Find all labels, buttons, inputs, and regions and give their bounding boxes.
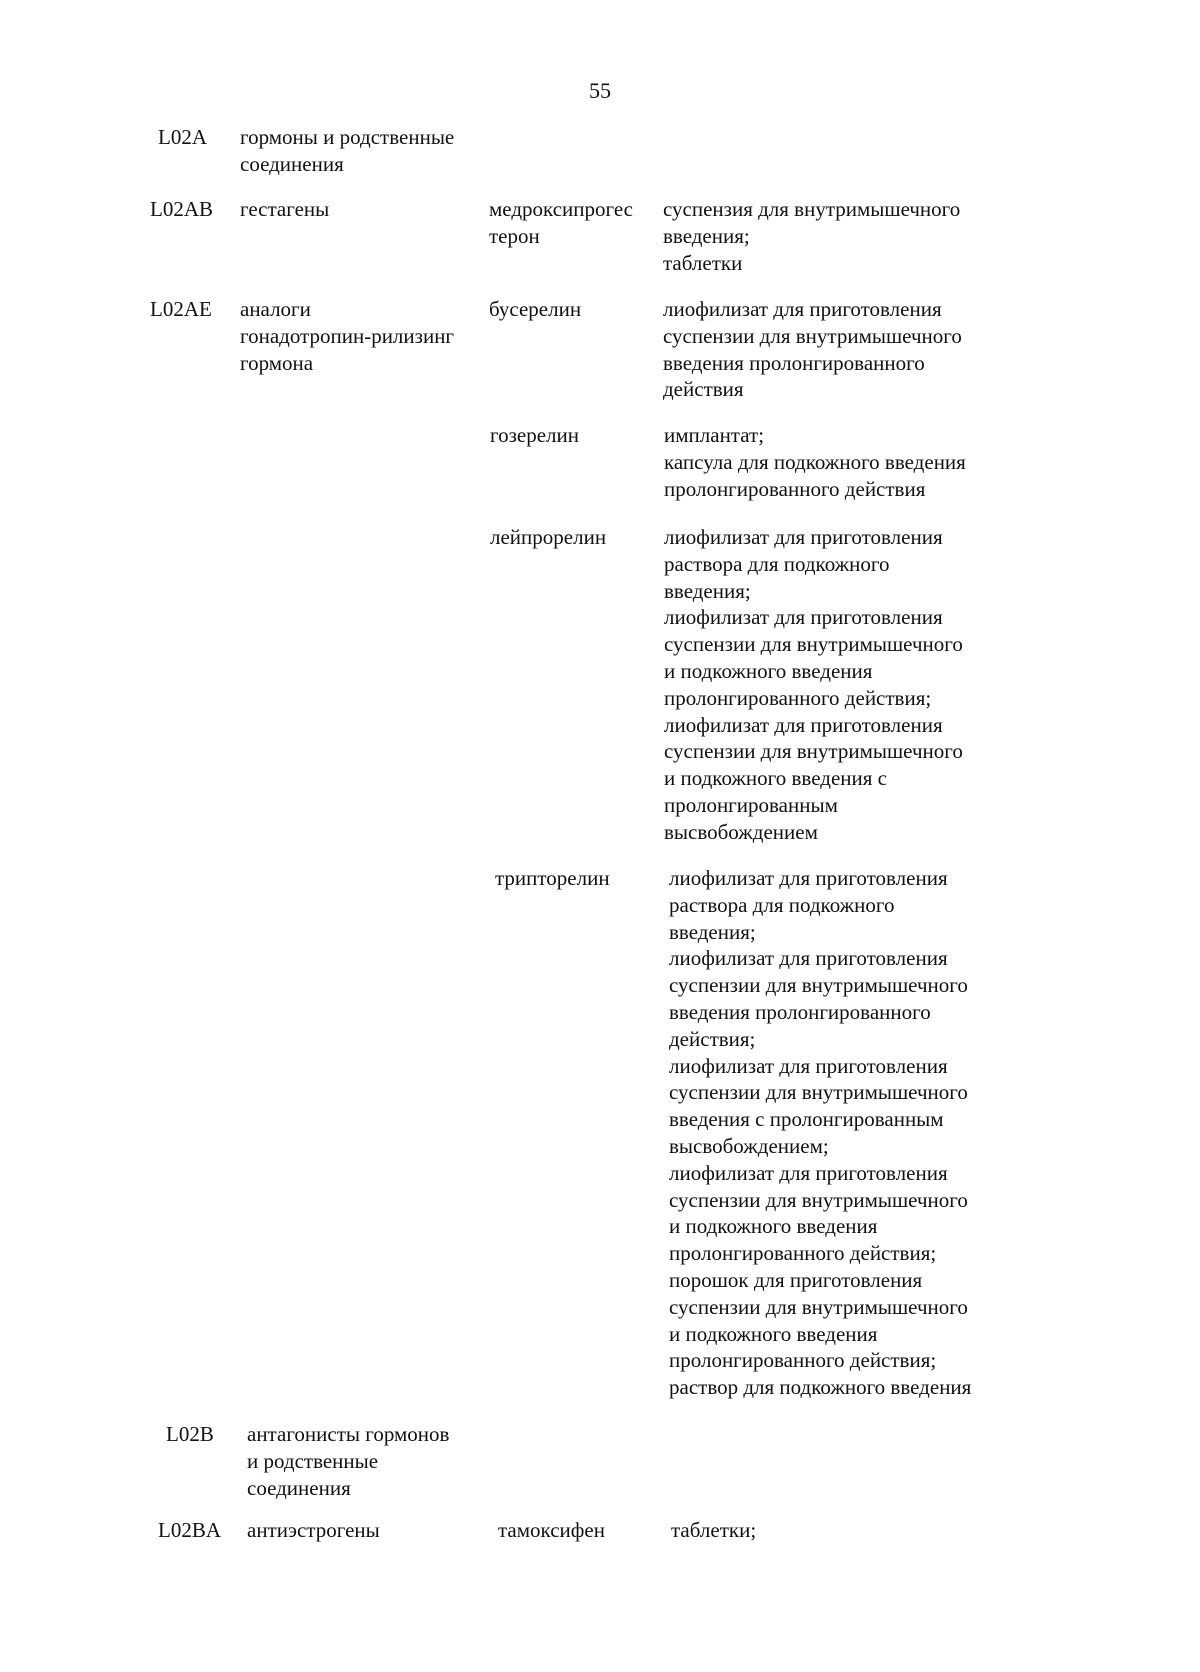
- anatomical-group: гестагены: [240, 197, 330, 221]
- dosage-form: таблетки;: [671, 1518, 757, 1542]
- atc-code: L02AB: [150, 197, 213, 221]
- atc-code: L02B: [166, 1422, 214, 1446]
- drug-name: лейпрорелин: [490, 525, 607, 549]
- dosage-form: лиофилизат для приготовления раствора для подкожного введения; лиофилизат для приготовления суспензии для внутримышечного введения пролонгированного действия; лиофилизат для приготовления суспензии для внутримышечного введения с пролонгированным высвобождением; лиофилизат для приготовления суспензии для внутримышечного и подкожного введения пролонгированного действия; порошок для приготовления суспензии для внутримышечного и подкожного введения пролонгированного действия; раствор для подкожного введения: [669, 866, 972, 1400]
- anatomical-group: антиэстрогены: [247, 1518, 380, 1542]
- drug-name: тамоксифен: [498, 1518, 605, 1542]
- atc-code: L02BA: [158, 1518, 221, 1542]
- drug-name: гозерелин: [490, 423, 579, 447]
- page-number: 55: [589, 78, 611, 103]
- drug-name: бусерелин: [489, 297, 582, 321]
- anatomical-group: антагонисты гормонов и родственные соединения: [247, 1422, 450, 1500]
- atc-code: L02AE: [150, 297, 212, 321]
- dosage-form: лиофилизат для приготовления раствора для подкожного введения; лиофилизат для приготовления суспензии для внутримышечного и подкожного введения пролонгированного действия; лиофилизат для приготовления суспензии для внутримышечного и подкожного введения с пролонгированным высвобождением: [664, 525, 963, 844]
- dosage-form: лиофилизат для приготовления суспензии для внутримышечного введения пролонгированного действия: [663, 297, 962, 402]
- dosage-form: имплантат; капсула для подкожного введения пролонгированного действия: [664, 423, 966, 501]
- drug-name: медроксипрогес терон: [489, 197, 633, 248]
- atc-code: L02A: [158, 125, 207, 149]
- anatomical-group: аналоги гонадотропин-рилизинг гормона: [240, 297, 455, 375]
- dosage-form: суспензия для внутримышечного введения; таблетки: [663, 197, 961, 275]
- anatomical-group: гормоны и родственные соединения: [240, 125, 455, 176]
- drug-name: трипторелин: [495, 866, 610, 890]
